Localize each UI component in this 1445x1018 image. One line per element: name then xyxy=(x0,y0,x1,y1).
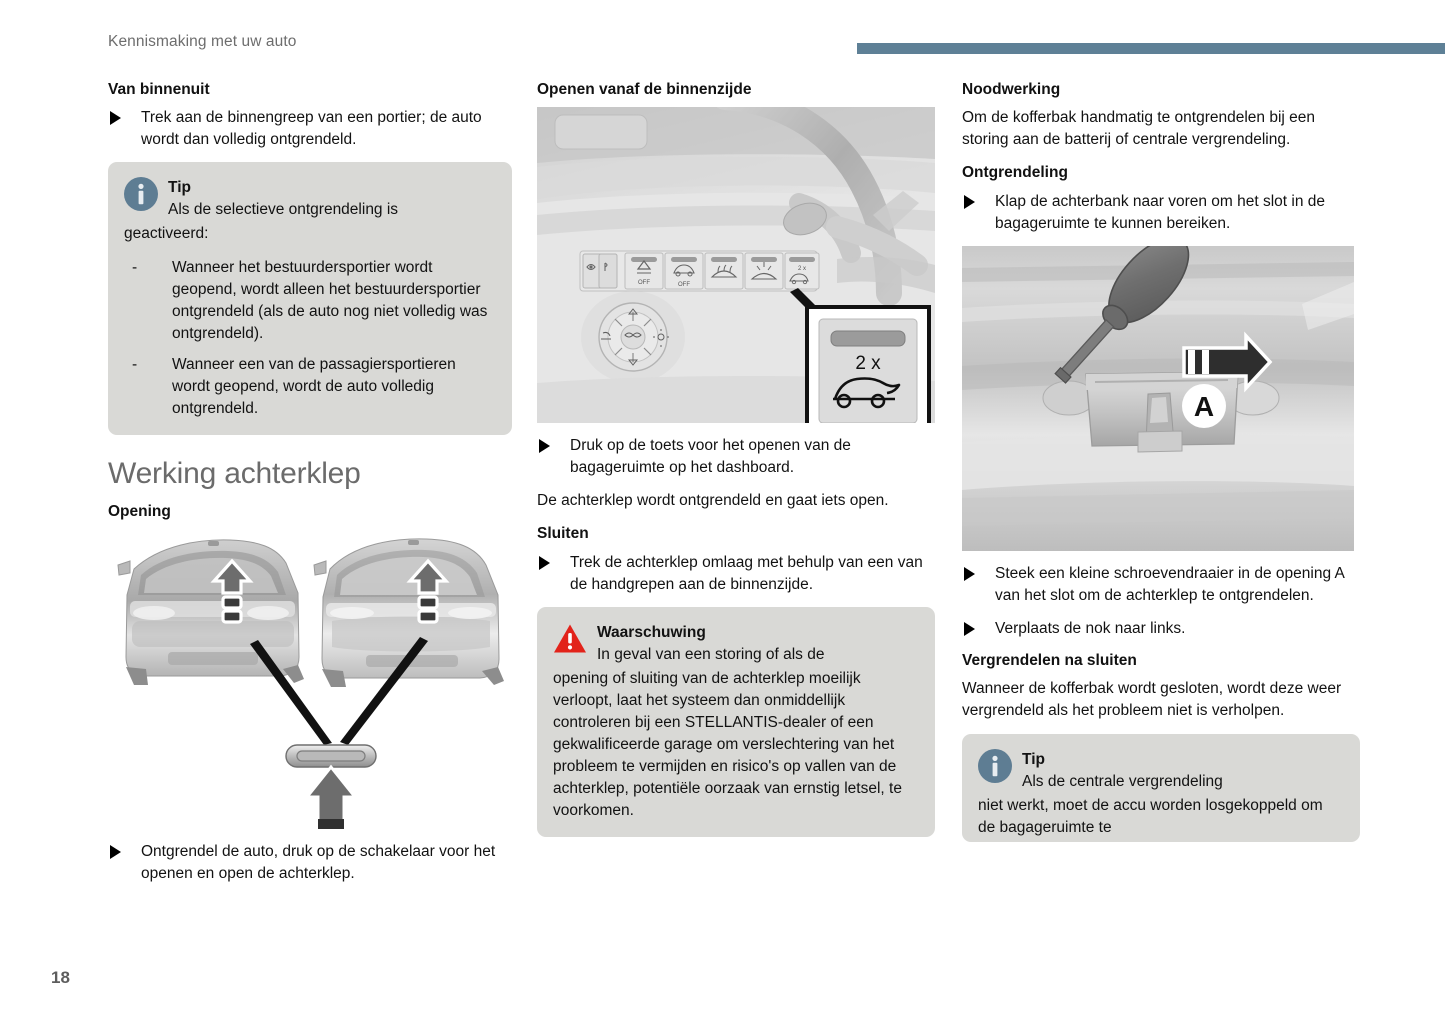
triangle-bullet-icon xyxy=(110,845,121,859)
svg-text:OFF: OFF xyxy=(638,280,650,287)
boot-button-detail-callout xyxy=(807,307,929,423)
svg-text:2 x: 2 x xyxy=(797,266,807,273)
figure-label-a xyxy=(1182,384,1226,428)
heading-van-binnenuit: Van binnenuit xyxy=(108,81,210,98)
tip-item-list xyxy=(124,257,496,420)
warning-callout xyxy=(537,607,935,837)
tip-callout-right xyxy=(962,734,1360,842)
dashboard-button-strip xyxy=(580,251,819,291)
section-title-werking-achterklep: Werking achterklep xyxy=(108,457,361,491)
rear-tailgate-switch-diagram xyxy=(108,529,512,829)
tip-body: geactiveerd: xyxy=(124,225,209,243)
bullet-text: Verplaats de nok naar links. xyxy=(995,619,1186,637)
bullet-klap-achterbank xyxy=(962,191,1360,235)
dash-marker: - xyxy=(132,356,138,374)
triangle-bullet-icon xyxy=(539,439,550,453)
list-item-text: Wanneer het bestuurdersportier wordt geopend, wordt alleen het bestuurdersportier ontgrendeld (als de auto nog niet volledig was ontgrendeld). xyxy=(172,259,488,343)
bullet-text: Druk op de toets voor het openen van de bagageruimte op het dashboard. xyxy=(570,437,851,477)
column-middle xyxy=(537,80,935,849)
info-icon xyxy=(124,177,158,211)
triangle-bullet-icon xyxy=(539,556,550,570)
para-vergrendelen: Wanneer de kofferbak wordt gesloten, wordt deze weer vergrendeld als het probleem niet is verholpen. xyxy=(962,680,1342,720)
list-item xyxy=(124,354,496,420)
list-item xyxy=(124,257,496,345)
para-noodwerking: Om de kofferbak handmatig te ontgrendelen bij een storing aan de batterij of centrale vergrendeling. xyxy=(962,109,1316,149)
running-header-title: Kennismaking met uw auto xyxy=(108,33,297,50)
bullet-trek-binnengreep xyxy=(108,107,512,151)
light-rotary-switch xyxy=(581,291,685,383)
tip-first-line: Als de centrale vergrendeling xyxy=(1022,773,1223,791)
svg-text:2 x: 2 x xyxy=(855,353,881,375)
list-item-text: Wanneer een van de passagiersportieren wordt geopend, wordt de auto volledig ontgrendeld. xyxy=(172,356,456,418)
bullet-trek-achterklep xyxy=(537,552,935,596)
heading-sluiten: Sluiten xyxy=(537,525,589,543)
heading-openen-binnenzijde: Openen vanaf de binnenzijde xyxy=(537,81,752,98)
heading-vergrendelen-na-sluiten: Vergrendelen na sluiten xyxy=(962,651,1137,669)
warning-triangle-icon xyxy=(553,622,587,656)
label-a-text: A xyxy=(1193,390,1215,422)
tip-body: niet werkt, moet de accu worden losgekoppeld om de bagageruimte te xyxy=(978,797,1323,837)
triangle-bullet-icon xyxy=(110,111,121,125)
dash-marker: - xyxy=(132,259,138,277)
warning-first-line: In geval van een storing of als de xyxy=(597,645,825,663)
bullet-ontgrendel-auto xyxy=(108,841,512,885)
heading-noodwerking: Noodwerking xyxy=(962,81,1061,98)
bullet-text: Trek de achterklep omlaag met behulp van een van de handgrepen aan de binnenzijde. xyxy=(570,553,923,593)
tailgate-lock-screwdriver-photo xyxy=(962,246,1360,551)
bullet-steek-schroevendraaier xyxy=(962,563,1360,607)
bullet-text: Ontgrendel de auto, druk op de schakelaar voor het openen en open de achterklep. xyxy=(141,843,496,883)
bullet-text: Klap de achterbank naar voren om het slot in de bagageruimte te kunnen bereiken. xyxy=(995,192,1326,232)
column-left xyxy=(108,80,512,896)
tip-title: Tip xyxy=(168,179,191,197)
warning-body: opening of sluiting van de achterklep moeilijk verloopt, laat het systeem dan onmiddellijk controleren bij een STELLANTIS-dealer of een gekwalificeerde garage om verslechtering van het probleem te vermijden en risico's op vallen van de achterklep, potentiële oorzaak van ernstig letsel, te voorkomen. xyxy=(553,669,902,819)
column-right xyxy=(962,80,1360,854)
triangle-bullet-icon xyxy=(964,567,975,581)
heading-opening: Opening xyxy=(108,502,171,520)
header-accent-bar xyxy=(857,43,1445,54)
bullet-text: Trek aan de binnengreep van een portier; de auto wordt dan volledig ontgrendeld. xyxy=(141,109,482,149)
triangle-bullet-icon xyxy=(964,195,975,209)
svg-text:OFF: OFF xyxy=(678,282,690,289)
bullet-druk-toets xyxy=(537,435,935,479)
para-achterklep-ontgrendeld: De achterklep wordt ontgrendeld en gaat iets open. xyxy=(537,492,889,510)
warning-title: Waarschuwing xyxy=(597,623,706,641)
bullet-verplaats-nok xyxy=(962,618,1360,640)
page-number: 18 xyxy=(51,968,70,987)
car-rear-sedan xyxy=(118,540,304,685)
dashboard-buttons-photo xyxy=(537,107,935,423)
bullet-text: Steek een kleine schroevendraaier in de opening A van het slot om de achterklep te ontgrendelen. xyxy=(995,564,1344,604)
tip-first-line: Als de selectieve ontgrendeling is xyxy=(168,201,399,219)
info-icon xyxy=(978,749,1012,783)
tailgate-switch xyxy=(286,745,376,767)
boot-open-button xyxy=(785,253,819,289)
tip-callout-left xyxy=(108,162,512,435)
heading-ontgrendeling: Ontgrendeling xyxy=(962,164,1068,182)
tip-title: Tip xyxy=(1022,751,1045,769)
press-arrow xyxy=(307,767,355,829)
triangle-bullet-icon xyxy=(964,622,975,636)
